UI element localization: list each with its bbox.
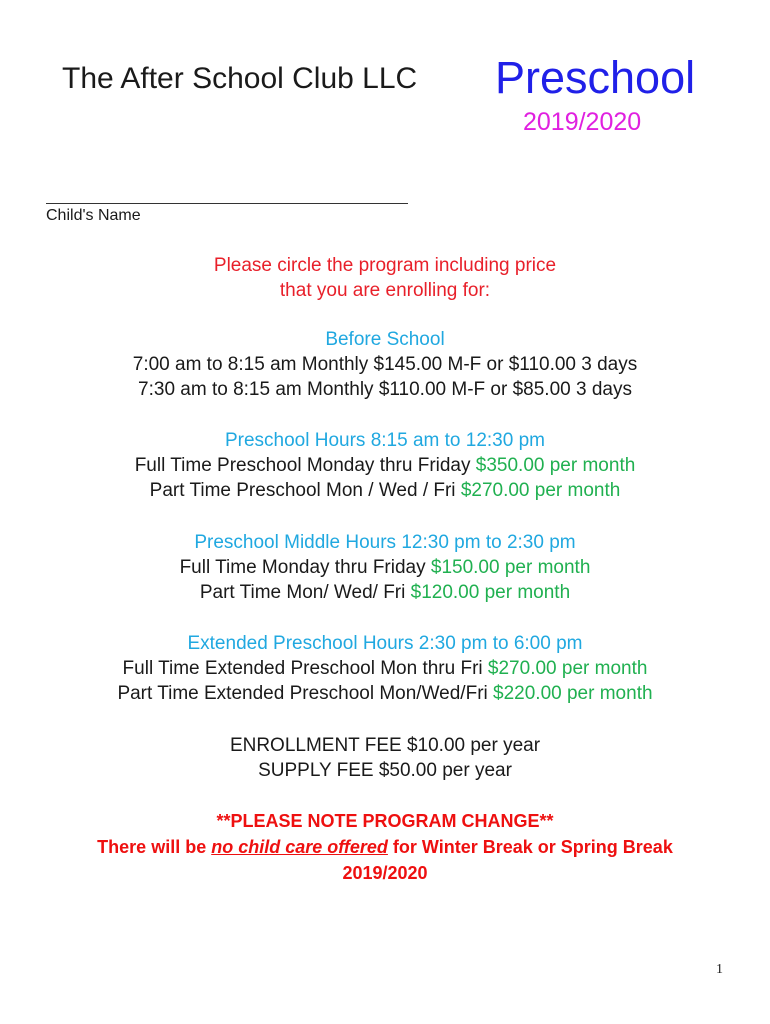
preschool-full-time-price: $350.00 per month [475,455,636,476]
middle-part-time-price: $120.00 per month [410,582,571,603]
preschool-hours-title: Preschool Hours 8:15 am to 12:30 pm [224,430,545,451]
preschool-part-time-label: Part Time Preschool Mon / Wed / Fri [149,480,461,501]
org-name: The After School Club LLC [62,62,418,95]
extended-part-time-price: $220.00 per month [493,683,653,704]
notice-emphasis: no child care offered [211,837,388,857]
extended-full-time-option [0,656,770,681]
instructions-line-1: Please circle the program including price [213,255,557,276]
middle-full-time-option [0,555,770,580]
page-number: 1 [716,962,723,977]
middle-hours-title: Preschool Middle Hours 12:30 pm to 2:30 pm [194,532,576,553]
notice-text-post: for Winter Break or Spring Break [387,837,673,857]
middle-full-time-label: Full Time Monday thru Friday [179,557,431,578]
supply-fee: SUPPLY FEE $50.00 per year [258,760,512,781]
program-title: Preschool [495,52,696,103]
instructions-line-2: that you are enrolling for: [279,280,491,301]
extended-part-time-option [0,681,770,706]
preschool-full-time-option [0,453,770,478]
extended-part-time-label: Part Time Extended Preschool Mon/Wed/Fri [117,683,494,704]
child-name-line[interactable] [46,203,408,204]
notice-text-pre: There will be [97,837,212,857]
program-year: 2019/2020 [523,108,642,136]
extended-full-time-price: $270.00 per month [487,658,648,679]
middle-part-time-option [0,580,770,605]
middle-part-time-label: Part Time Mon/ Wed/ Fri [199,582,411,603]
middle-full-time-price: $150.00 per month [430,557,591,578]
preschool-part-time-price: $270.00 per month [460,480,621,501]
notice-heading: **PLEASE NOTE PROGRAM CHANGE** [216,811,554,831]
before-school-option-2: 7:30 am to 8:15 am Monthly $110.00 M-F or $85.00 3 days [138,379,632,400]
preschool-part-time-option [0,478,770,503]
enrollment-fee: ENROLLMENT FEE $10.00 per year [229,735,541,756]
notice-text [0,835,770,860]
before-school-title: Before School [325,329,445,350]
notice-year: 2019/2020 [342,863,428,883]
extended-hours-title: Extended Preschool Hours 2:30 pm to 6:00 pm [187,633,583,654]
child-name-label: Child's Name [46,207,141,224]
before-school-option-1: 7:00 am to 8:15 am Monthly $145.00 M-F or $110.00 3 days [132,354,638,375]
extended-full-time-label: Full Time Extended Preschool Mon thru Fri [122,658,488,679]
preschool-full-time-label: Full Time Preschool Monday thru Friday [134,455,476,476]
